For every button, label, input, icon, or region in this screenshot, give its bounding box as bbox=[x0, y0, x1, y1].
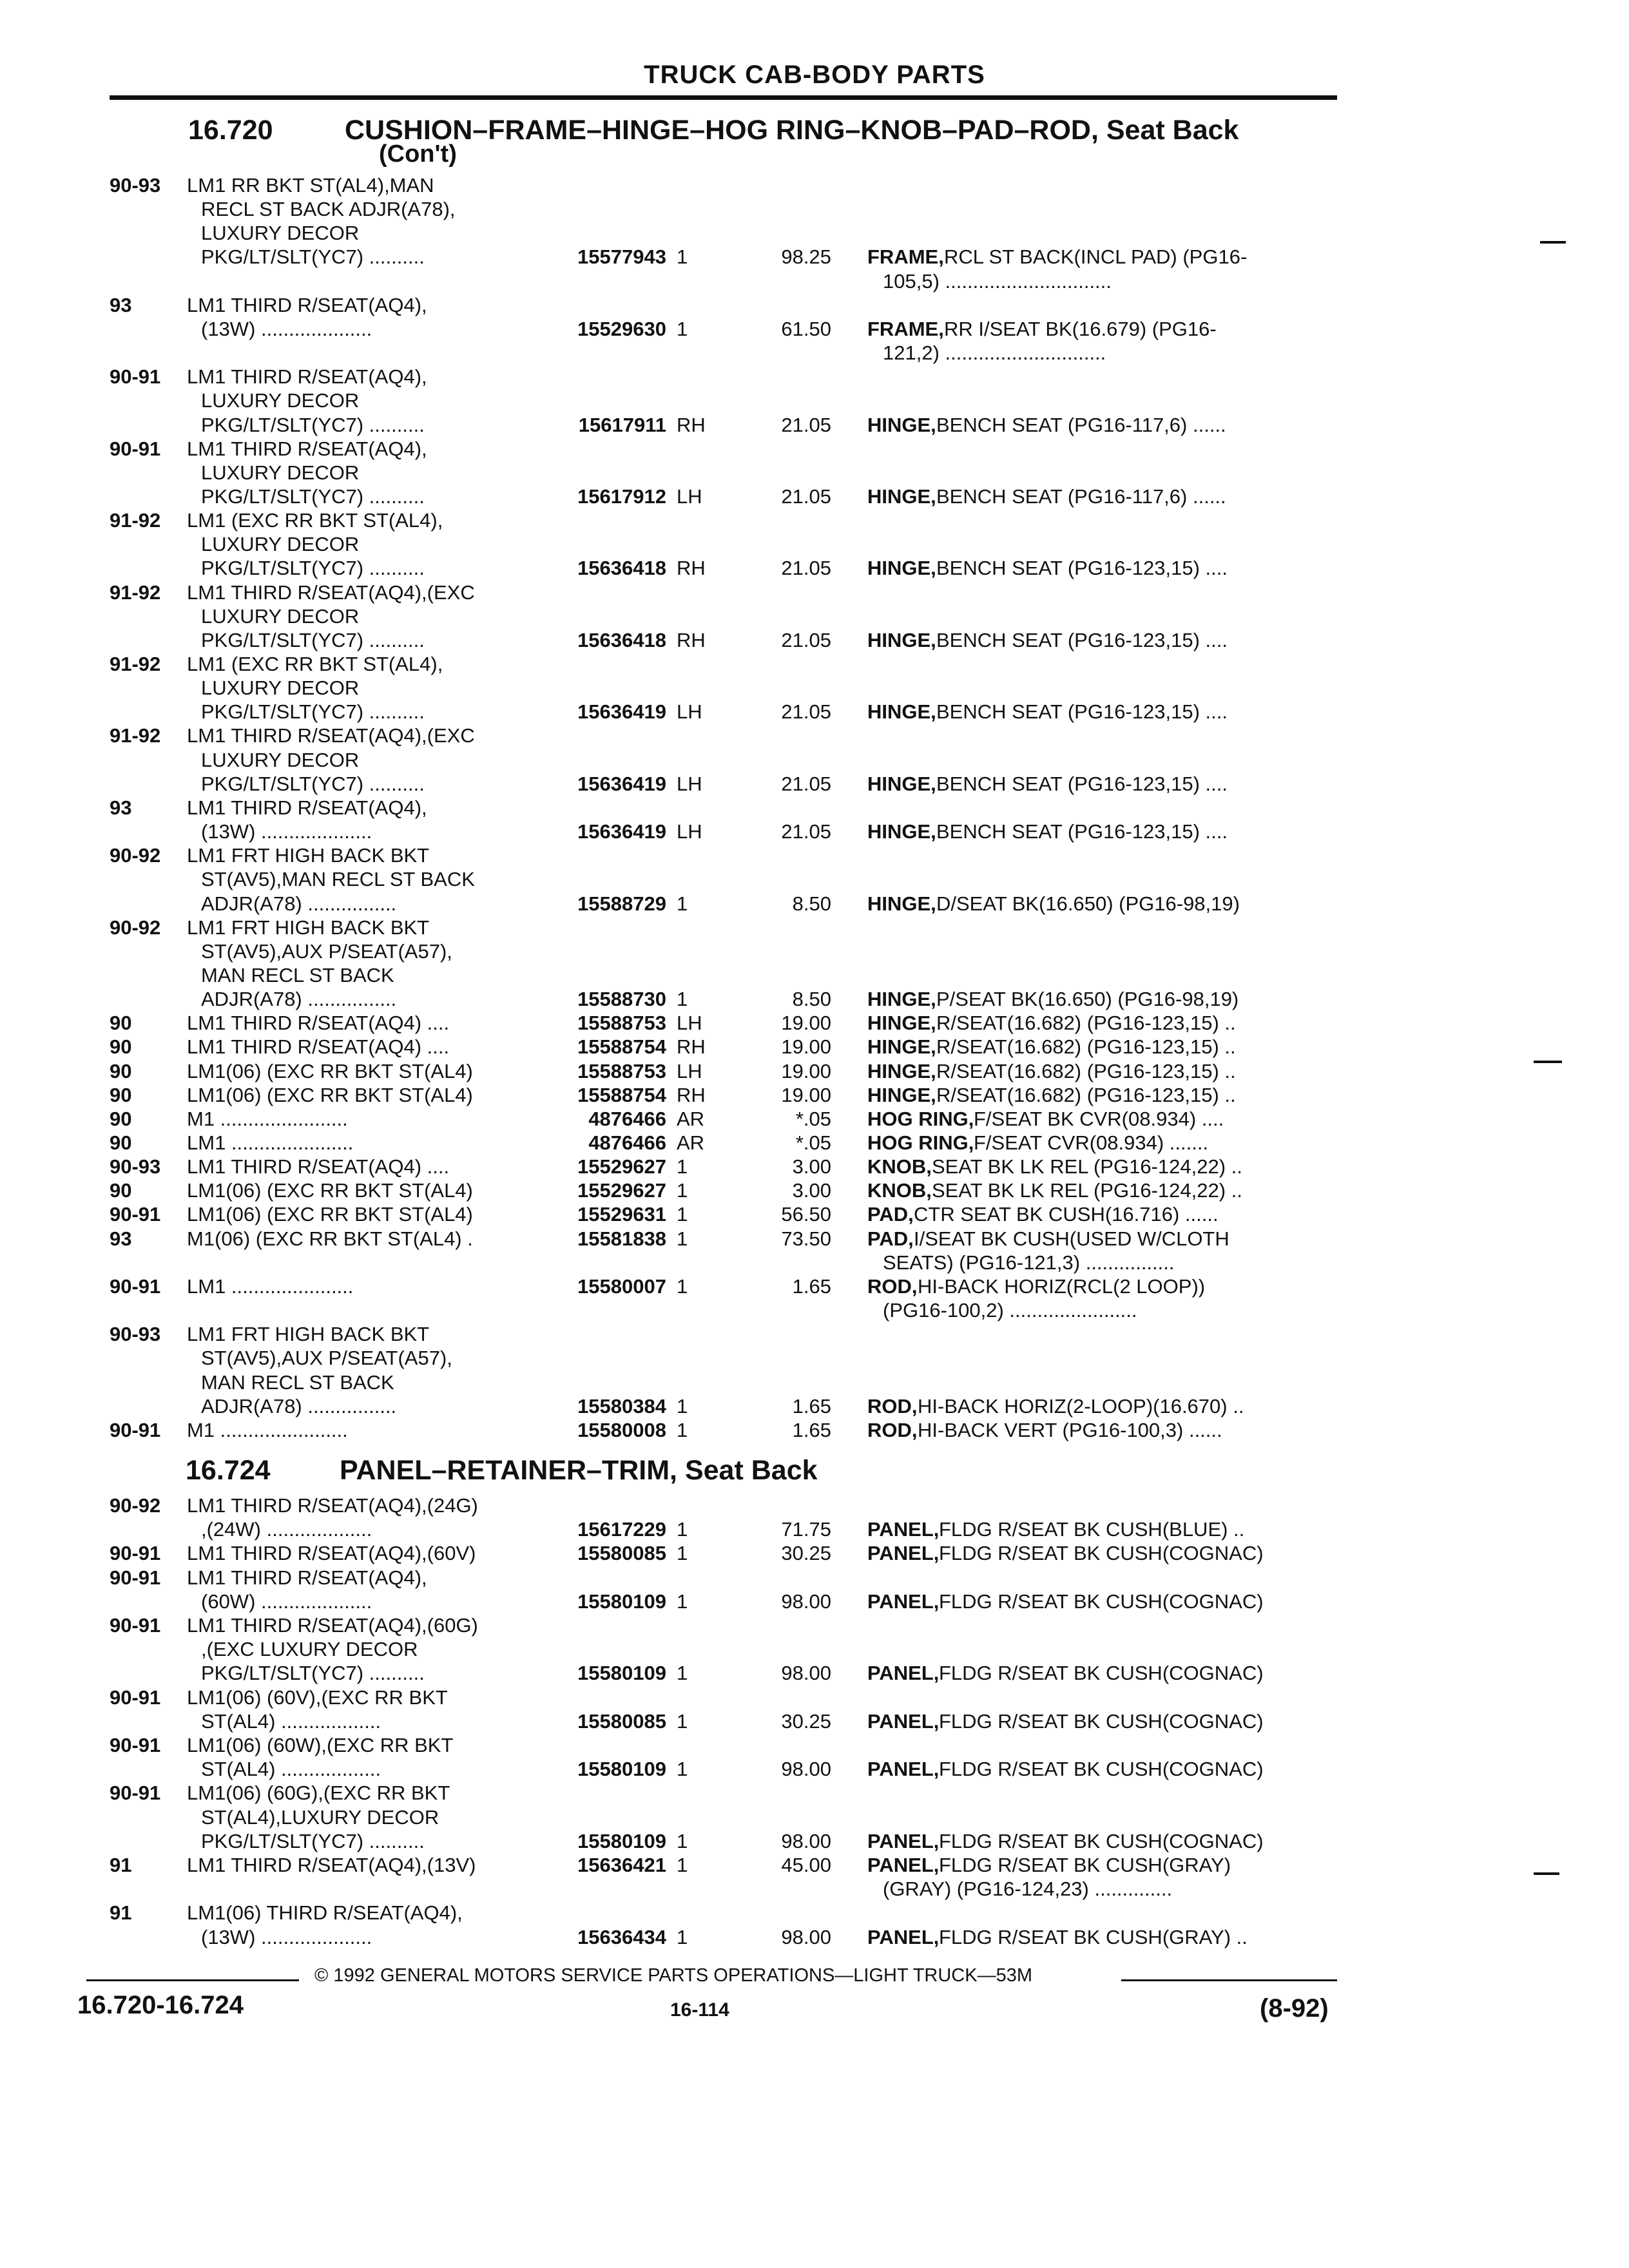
section-title-16-720: CUSHION–FRAME–HINGE–HOG RING–KNOB–PAD–ROD, Seat Back bbox=[345, 115, 1239, 146]
part-name: FRAME, bbox=[867, 245, 944, 269]
application-text: (13W) .................... bbox=[201, 1925, 372, 1948]
application-text: LM1 THIRD R/SEAT(AQ4), bbox=[187, 365, 427, 389]
page-title: TRUCK CAB-BODY PARTS bbox=[644, 61, 985, 89]
quantity: 1 bbox=[677, 1758, 688, 1781]
part-number: 15580008 bbox=[577, 1418, 666, 1441]
part-name: HINGE, bbox=[867, 700, 936, 724]
application-text: M1 ....................... bbox=[187, 1107, 348, 1130]
part-name: HOG RING, bbox=[867, 1107, 974, 1130]
section-cont-label: (Con't) bbox=[379, 140, 457, 168]
quantity: 1 bbox=[677, 1854, 688, 1876]
part-name: PANEL, bbox=[867, 1518, 940, 1541]
model-year: 90-91 bbox=[110, 1566, 161, 1589]
model-year: 93 bbox=[110, 1227, 132, 1250]
footer-page-number: 16-114 bbox=[670, 1999, 729, 2021]
price: 21.05 bbox=[781, 557, 831, 580]
part-number: 15636419 bbox=[577, 820, 666, 843]
price: 3.00 bbox=[792, 1155, 831, 1178]
application-text: ST(AL4),LUXURY DECOR bbox=[201, 1805, 439, 1829]
application-text: LM1 (EXC RR BKT ST(AL4), bbox=[187, 653, 443, 675]
model-year: 90 bbox=[110, 1083, 132, 1106]
price: 21.05 bbox=[781, 772, 831, 795]
part-description: R/SEAT(16.682) (PG16-123,15) .. bbox=[936, 1083, 1236, 1106]
part-description: BENCH SEAT (PG16-123,15) .... bbox=[936, 628, 1228, 651]
model-year: 90 bbox=[110, 1035, 132, 1059]
price: 30.25 bbox=[781, 1709, 831, 1733]
quantity: AR bbox=[677, 1131, 705, 1154]
application-text: PKG/LT/SLT(YC7) .......... bbox=[201, 1662, 425, 1685]
part-name: PAD, bbox=[867, 1203, 914, 1226]
quantity: LH bbox=[677, 485, 702, 508]
application-text: PKG/LT/SLT(YC7) .......... bbox=[201, 485, 425, 508]
model-year: 91-92 bbox=[110, 653, 161, 675]
price: 98.00 bbox=[781, 1662, 831, 1685]
application-text: LM1 THIRD R/SEAT(AQ4) .... bbox=[187, 1012, 450, 1035]
part-name: HINGE, bbox=[867, 485, 936, 508]
application-text: LM1 THIRD R/SEAT(AQ4), bbox=[187, 437, 427, 460]
price: 8.50 bbox=[792, 892, 831, 915]
part-name: PANEL, bbox=[867, 1758, 940, 1781]
application-text: LM1 THIRD R/SEAT(AQ4), bbox=[187, 1566, 427, 1589]
margin-mark bbox=[1534, 1061, 1562, 1063]
part-number: 15617229 bbox=[577, 1518, 666, 1541]
price: 21.05 bbox=[781, 413, 831, 436]
model-year: 90 bbox=[110, 1059, 132, 1082]
price: 19.00 bbox=[781, 1035, 831, 1059]
part-number: 15588754 bbox=[577, 1035, 666, 1059]
price: 21.05 bbox=[781, 820, 831, 843]
application-text: PKG/LT/SLT(YC7) .......... bbox=[201, 772, 425, 795]
model-year: 91 bbox=[110, 1901, 132, 1925]
price: 19.00 bbox=[781, 1012, 831, 1035]
part-description: BENCH SEAT (PG16-123,15) .... bbox=[936, 700, 1228, 724]
quantity: 1 bbox=[677, 1542, 688, 1565]
part-description: RCL ST BACK(INCL PAD) (PG16- bbox=[944, 245, 1248, 269]
header-rule bbox=[110, 95, 1337, 100]
quantity: 1 bbox=[677, 892, 688, 915]
application-text: LUXURY DECOR bbox=[201, 389, 360, 412]
application-text: LM1 RR BKT ST(AL4),MAN bbox=[187, 174, 434, 197]
application-text: LUXURY DECOR bbox=[201, 748, 360, 771]
quantity: 1 bbox=[677, 1394, 688, 1418]
part-name: ROD, bbox=[867, 1274, 918, 1298]
footer-rule-left bbox=[86, 1979, 299, 1981]
price: 19.00 bbox=[781, 1059, 831, 1082]
price: 98.00 bbox=[781, 1758, 831, 1781]
part-number: 15636419 bbox=[577, 772, 666, 795]
application-text: LM1 FRT HIGH BACK BKT bbox=[187, 916, 430, 939]
part-description: FLDG R/SEAT BK CUSH(GRAY) .. bbox=[939, 1925, 1248, 1948]
part-description: FLDG R/SEAT BK CUSH(BLUE) .. bbox=[939, 1518, 1245, 1541]
application-text: LM1 ...................... bbox=[187, 1274, 354, 1298]
part-name: HINGE, bbox=[867, 820, 936, 843]
part-number: 15588730 bbox=[577, 988, 666, 1011]
part-description: F/SEAT CVR(08.934) ....... bbox=[974, 1131, 1209, 1154]
model-year: 91-92 bbox=[110, 724, 161, 747]
part-description: SEAT BK LK REL (PG16-124,22) .. bbox=[932, 1179, 1242, 1202]
application-text: ADJR(A78) ................ bbox=[201, 892, 397, 915]
model-year: 90-91 bbox=[110, 1274, 161, 1298]
part-description: BENCH SEAT (PG16-123,15) .... bbox=[936, 557, 1228, 580]
quantity: 1 bbox=[677, 1203, 688, 1226]
part-number: 15636434 bbox=[577, 1925, 666, 1948]
quantity: 1 bbox=[677, 1179, 688, 1202]
part-number: 4876466 bbox=[588, 1131, 666, 1154]
application-text: LM1 THIRD R/SEAT(AQ4), bbox=[187, 796, 427, 819]
application-text: (13W) .................... bbox=[201, 317, 372, 340]
application-text: LM1 THIRD R/SEAT(AQ4),(EXC bbox=[187, 724, 475, 747]
quantity: 1 bbox=[677, 1925, 688, 1948]
part-name: PANEL, bbox=[867, 1709, 940, 1733]
application-text: LM1(06) (EXC RR BKT ST(AL4) bbox=[187, 1203, 473, 1226]
quantity: RH bbox=[677, 1035, 706, 1059]
model-year: 90-93 bbox=[110, 1323, 161, 1346]
application-text: LM1 THIRD R/SEAT(AQ4) .... bbox=[187, 1035, 450, 1059]
application-text: M1(06) (EXC RR BKT ST(AL4) . bbox=[187, 1227, 473, 1250]
part-number: 15588753 bbox=[577, 1059, 666, 1082]
application-text: ,(24W) ................... bbox=[201, 1518, 372, 1541]
quantity: 1 bbox=[677, 1829, 688, 1852]
part-number: 15529630 bbox=[577, 317, 666, 340]
application-text: LM1 THIRD R/SEAT(AQ4),(24G) bbox=[187, 1494, 478, 1517]
part-number: 15529631 bbox=[577, 1203, 666, 1226]
application-text: LM1(06) (EXC RR BKT ST(AL4) bbox=[187, 1059, 473, 1082]
part-number: 15529627 bbox=[577, 1155, 666, 1178]
model-year: 90-91 bbox=[110, 365, 161, 389]
part-name: HINGE, bbox=[867, 772, 936, 795]
part-name: HINGE, bbox=[867, 557, 936, 580]
part-number: 15617911 bbox=[578, 413, 666, 436]
part-number: 15588729 bbox=[577, 892, 666, 915]
part-name: PANEL, bbox=[867, 1829, 940, 1852]
part-name: HINGE, bbox=[867, 1083, 936, 1106]
quantity: LH bbox=[677, 1059, 702, 1082]
application-text: ST(AV5),MAN RECL ST BACK bbox=[201, 868, 475, 891]
part-description: BENCH SEAT (PG16-123,15) .... bbox=[936, 820, 1228, 843]
model-year: 90-91 bbox=[110, 1686, 161, 1709]
part-number: 15636419 bbox=[577, 700, 666, 724]
quantity: 1 bbox=[677, 1590, 688, 1613]
part-name: ROD, bbox=[867, 1418, 918, 1441]
quantity: 1 bbox=[677, 245, 688, 269]
application-text: LUXURY DECOR bbox=[201, 604, 360, 628]
part-name: HOG RING, bbox=[867, 1131, 974, 1154]
application-text: PKG/LT/SLT(YC7) .......... bbox=[201, 628, 425, 651]
application-text: (13W) .................... bbox=[201, 820, 372, 843]
part-number: 15636418 bbox=[577, 557, 666, 580]
model-year: 90 bbox=[110, 1179, 132, 1202]
quantity: RH bbox=[677, 557, 706, 580]
part-description: FLDG R/SEAT BK CUSH(COGNAC) bbox=[939, 1542, 1264, 1565]
part-description: SEATS) (PG16-121,3) ................ bbox=[883, 1251, 1175, 1274]
part-description: BENCH SEAT (PG16-117,6) ...... bbox=[936, 485, 1226, 508]
model-year: 91 bbox=[110, 1854, 132, 1876]
application-text: LUXURY DECOR bbox=[201, 533, 360, 556]
part-number: 15580109 bbox=[577, 1590, 666, 1613]
part-number: 15636418 bbox=[577, 628, 666, 651]
application-text: LM1 FRT HIGH BACK BKT bbox=[187, 844, 430, 867]
part-description: 121,2) ............................. bbox=[883, 341, 1106, 365]
part-description: HI-BACK HORIZ(RCL(2 LOOP)) bbox=[918, 1274, 1206, 1298]
model-year: 90-91 bbox=[110, 437, 161, 460]
part-name: PANEL, bbox=[867, 1925, 940, 1948]
part-number: 15580109 bbox=[577, 1829, 666, 1852]
application-text: LM1(06) (60G),(EXC RR BKT bbox=[187, 1782, 450, 1805]
part-number: 15577943 bbox=[577, 245, 666, 269]
part-name: PAD, bbox=[867, 1227, 914, 1250]
part-description: P/SEAT BK(16.650) (PG16-98,19) bbox=[936, 988, 1239, 1011]
application-text: ST(AV5),AUX P/SEAT(A57), bbox=[201, 1347, 452, 1370]
part-name: HINGE, bbox=[867, 1035, 936, 1059]
application-text: LM1 (EXC RR BKT ST(AL4), bbox=[187, 509, 443, 532]
application-text: PKG/LT/SLT(YC7) .......... bbox=[201, 413, 425, 436]
part-description: SEAT BK LK REL (PG16-124,22) .. bbox=[932, 1155, 1242, 1178]
quantity: AR bbox=[677, 1107, 705, 1130]
model-year: 90-93 bbox=[110, 174, 161, 197]
application-text: ADJR(A78) ................ bbox=[201, 1394, 397, 1418]
part-description: HI-BACK HORIZ(2-LOOP)(16.670) .. bbox=[918, 1394, 1244, 1418]
application-text: LM1(06) (EXC RR BKT ST(AL4) bbox=[187, 1179, 473, 1202]
model-year: 90 bbox=[110, 1131, 132, 1154]
model-year: 90-92 bbox=[110, 844, 161, 867]
model-year: 93 bbox=[110, 293, 132, 316]
quantity: RH bbox=[677, 1083, 706, 1106]
part-description: FLDG R/SEAT BK CUSH(COGNAC) bbox=[939, 1590, 1264, 1613]
model-year: 90-91 bbox=[110, 1782, 161, 1805]
quantity: LH bbox=[677, 1012, 702, 1035]
part-description: RR I/SEAT BK(16.679) (PG16- bbox=[944, 317, 1217, 340]
part-description: R/SEAT(16.682) (PG16-123,15) .. bbox=[936, 1059, 1236, 1082]
quantity: 1 bbox=[677, 988, 688, 1011]
quantity: RH bbox=[677, 628, 706, 651]
application-text: PKG/LT/SLT(YC7) .......... bbox=[201, 557, 425, 580]
part-description: D/SEAT BK(16.650) (PG16-98,19) bbox=[936, 892, 1240, 915]
part-number: 15580109 bbox=[577, 1662, 666, 1685]
part-description: FLDG R/SEAT BK CUSH(COGNAC) bbox=[939, 1758, 1264, 1781]
model-year: 91-92 bbox=[110, 509, 161, 532]
price: 98.25 bbox=[781, 245, 831, 269]
price: 1.65 bbox=[792, 1394, 831, 1418]
application-text: M1 ....................... bbox=[187, 1418, 348, 1441]
price: *.05 bbox=[795, 1131, 831, 1154]
quantity: 1 bbox=[677, 1274, 688, 1298]
price: *.05 bbox=[795, 1107, 831, 1130]
section-number-16-720: 16.720 bbox=[188, 115, 273, 146]
part-number: 15617912 bbox=[577, 485, 666, 508]
footer-copyright: © 1992 GENERAL MOTORS SERVICE PARTS OPERATIONS—LIGHT TRUCK—53M bbox=[314, 1965, 1032, 1986]
part-description: (GRAY) (PG16-124,23) .............. bbox=[883, 1878, 1173, 1901]
application-text: LM1(06) (60W),(EXC RR BKT bbox=[187, 1734, 454, 1756]
price: 19.00 bbox=[781, 1083, 831, 1106]
part-name: PANEL, bbox=[867, 1590, 940, 1613]
price: 21.05 bbox=[781, 628, 831, 651]
section-title-16-724: PANEL–RETAINER–TRIM, Seat Back bbox=[340, 1455, 818, 1486]
quantity: 1 bbox=[677, 1709, 688, 1733]
part-description: R/SEAT(16.682) (PG16-123,15) .. bbox=[936, 1012, 1236, 1035]
part-number: 15581838 bbox=[577, 1227, 666, 1250]
application-text: ,(EXC LUXURY DECOR bbox=[201, 1638, 418, 1661]
price: 21.05 bbox=[781, 700, 831, 724]
part-name: HINGE, bbox=[867, 988, 936, 1011]
part-description: 105,5) .............................. bbox=[883, 269, 1112, 293]
part-description: FLDG R/SEAT BK CUSH(COGNAC) bbox=[939, 1662, 1264, 1685]
section-number-16-724: 16.724 bbox=[186, 1455, 271, 1486]
price: 30.25 bbox=[781, 1542, 831, 1565]
application-text: LM1(06) (EXC RR BKT ST(AL4) bbox=[187, 1083, 473, 1106]
part-name: ROD, bbox=[867, 1394, 918, 1418]
part-number: 4876466 bbox=[588, 1107, 666, 1130]
part-name: HINGE, bbox=[867, 628, 936, 651]
part-description: (PG16-100,2) ....................... bbox=[883, 1299, 1137, 1322]
part-name: HINGE, bbox=[867, 1012, 936, 1035]
application-text: LM1 ...................... bbox=[187, 1131, 354, 1154]
application-text: MAN RECL ST BACK bbox=[201, 963, 394, 986]
price: 56.50 bbox=[781, 1203, 831, 1226]
part-name: PANEL, bbox=[867, 1854, 940, 1876]
price: 45.00 bbox=[781, 1854, 831, 1876]
price: 8.50 bbox=[792, 988, 831, 1011]
application-text: LM1 FRT HIGH BACK BKT bbox=[187, 1323, 430, 1346]
price: 98.00 bbox=[781, 1925, 831, 1948]
application-text: PKG/LT/SLT(YC7) .......... bbox=[201, 700, 425, 724]
application-text: LM1(06) THIRD R/SEAT(AQ4), bbox=[187, 1901, 463, 1925]
part-description: FLDG R/SEAT BK CUSH(GRAY) bbox=[939, 1854, 1231, 1876]
model-year: 90 bbox=[110, 1012, 132, 1035]
part-description: FLDG R/SEAT BK CUSH(COGNAC) bbox=[939, 1709, 1264, 1733]
part-number: 15588753 bbox=[577, 1012, 666, 1035]
margin-mark bbox=[1534, 1872, 1559, 1875]
quantity: LH bbox=[677, 820, 702, 843]
model-year: 91-92 bbox=[110, 581, 161, 604]
model-year: 90 bbox=[110, 1107, 132, 1130]
price: 98.00 bbox=[781, 1829, 831, 1852]
part-description: HI-BACK VERT (PG16-100,3) ...... bbox=[918, 1418, 1222, 1441]
price: 3.00 bbox=[792, 1179, 831, 1202]
price: 1.65 bbox=[792, 1418, 831, 1441]
model-year: 90-91 bbox=[110, 1614, 161, 1637]
model-year: 90-91 bbox=[110, 1203, 161, 1226]
application-text: MAN RECL ST BACK bbox=[201, 1370, 394, 1394]
footer-date: (8-92) bbox=[1260, 1994, 1329, 2023]
quantity: 1 bbox=[677, 1518, 688, 1541]
part-description: CTR SEAT BK CUSH(16.716) ...... bbox=[914, 1203, 1219, 1226]
part-number: 15580007 bbox=[577, 1274, 666, 1298]
part-description: I/SEAT BK CUSH(USED W/CLOTH bbox=[914, 1227, 1229, 1250]
part-number: 15580384 bbox=[577, 1394, 666, 1418]
part-name: FRAME, bbox=[867, 317, 944, 340]
application-text: LM1 THIRD R/SEAT(AQ4),(60V) bbox=[187, 1542, 476, 1565]
part-number: 15580085 bbox=[577, 1709, 666, 1733]
part-number: 15588754 bbox=[577, 1083, 666, 1106]
model-year: 90-92 bbox=[110, 916, 161, 939]
model-year: 90-93 bbox=[110, 1155, 161, 1178]
part-name: HINGE, bbox=[867, 892, 936, 915]
quantity: 1 bbox=[677, 1155, 688, 1178]
application-text: RECL ST BACK ADJR(A78), bbox=[201, 198, 456, 221]
part-number: 15580085 bbox=[577, 1542, 666, 1565]
price: 71.75 bbox=[781, 1518, 831, 1541]
application-text: LM1 THIRD R/SEAT(AQ4),(EXC bbox=[187, 581, 475, 604]
application-text: LUXURY DECOR bbox=[201, 677, 360, 700]
part-name: PANEL, bbox=[867, 1542, 940, 1565]
part-number: 15580109 bbox=[577, 1758, 666, 1781]
price: 21.05 bbox=[781, 485, 831, 508]
part-name: HINGE, bbox=[867, 1059, 936, 1082]
application-text: ST(AL4) .................. bbox=[201, 1709, 381, 1733]
application-text: LM1 THIRD R/SEAT(AQ4),(13V) bbox=[187, 1854, 476, 1876]
part-description: R/SEAT(16.682) (PG16-123,15) .. bbox=[936, 1035, 1236, 1059]
model-year: 90-91 bbox=[110, 1418, 161, 1441]
price: 73.50 bbox=[781, 1227, 831, 1250]
model-year: 90-91 bbox=[110, 1542, 161, 1565]
part-description: BENCH SEAT (PG16-117,6) ...... bbox=[936, 413, 1226, 436]
part-description: FLDG R/SEAT BK CUSH(COGNAC) bbox=[939, 1829, 1264, 1852]
part-name: HINGE, bbox=[867, 413, 936, 436]
application-text: LM1 THIRD R/SEAT(AQ4),(60G) bbox=[187, 1614, 478, 1637]
quantity: 1 bbox=[677, 1662, 688, 1685]
part-description: F/SEAT BK CVR(08.934) .... bbox=[974, 1107, 1224, 1130]
quantity: 1 bbox=[677, 1418, 688, 1441]
part-number: 15636421 bbox=[577, 1854, 666, 1876]
quantity: RH bbox=[677, 413, 706, 436]
quantity: 1 bbox=[677, 317, 688, 340]
part-description: BENCH SEAT (PG16-123,15) .... bbox=[936, 772, 1228, 795]
part-name: KNOB, bbox=[867, 1179, 932, 1202]
model-year: 90-91 bbox=[110, 1734, 161, 1756]
application-text: PKG/LT/SLT(YC7) .......... bbox=[201, 1829, 425, 1852]
margin-mark bbox=[1540, 241, 1566, 244]
quantity: 1 bbox=[677, 1227, 688, 1250]
application-text: LM1 THIRD R/SEAT(AQ4) .... bbox=[187, 1155, 450, 1178]
application-text: LM1(06) (60V),(EXC RR BKT bbox=[187, 1686, 448, 1709]
part-name: PANEL, bbox=[867, 1662, 940, 1685]
application-text: PKG/LT/SLT(YC7) .......... bbox=[201, 245, 425, 269]
price: 1.65 bbox=[792, 1274, 831, 1298]
price: 98.00 bbox=[781, 1590, 831, 1613]
application-text: LUXURY DECOR bbox=[201, 461, 360, 484]
application-text: (60W) .................... bbox=[201, 1590, 372, 1613]
part-number: 15529627 bbox=[577, 1179, 666, 1202]
price: 61.50 bbox=[781, 317, 831, 340]
application-text: ADJR(A78) ................ bbox=[201, 988, 397, 1011]
quantity: LH bbox=[677, 772, 702, 795]
model-year: 93 bbox=[110, 796, 132, 819]
quantity: LH bbox=[677, 700, 702, 724]
application-text: ST(AL4) .................. bbox=[201, 1758, 381, 1781]
application-text: LUXURY DECOR bbox=[201, 222, 360, 245]
footer-rule-right bbox=[1121, 1979, 1337, 1981]
application-text: ST(AV5),AUX P/SEAT(A57), bbox=[201, 939, 452, 963]
model-year: 90-92 bbox=[110, 1494, 161, 1517]
part-name: KNOB, bbox=[867, 1155, 932, 1178]
application-text: LM1 THIRD R/SEAT(AQ4), bbox=[187, 293, 427, 316]
footer-section-range: 16.720-16.724 bbox=[77, 1991, 244, 2019]
